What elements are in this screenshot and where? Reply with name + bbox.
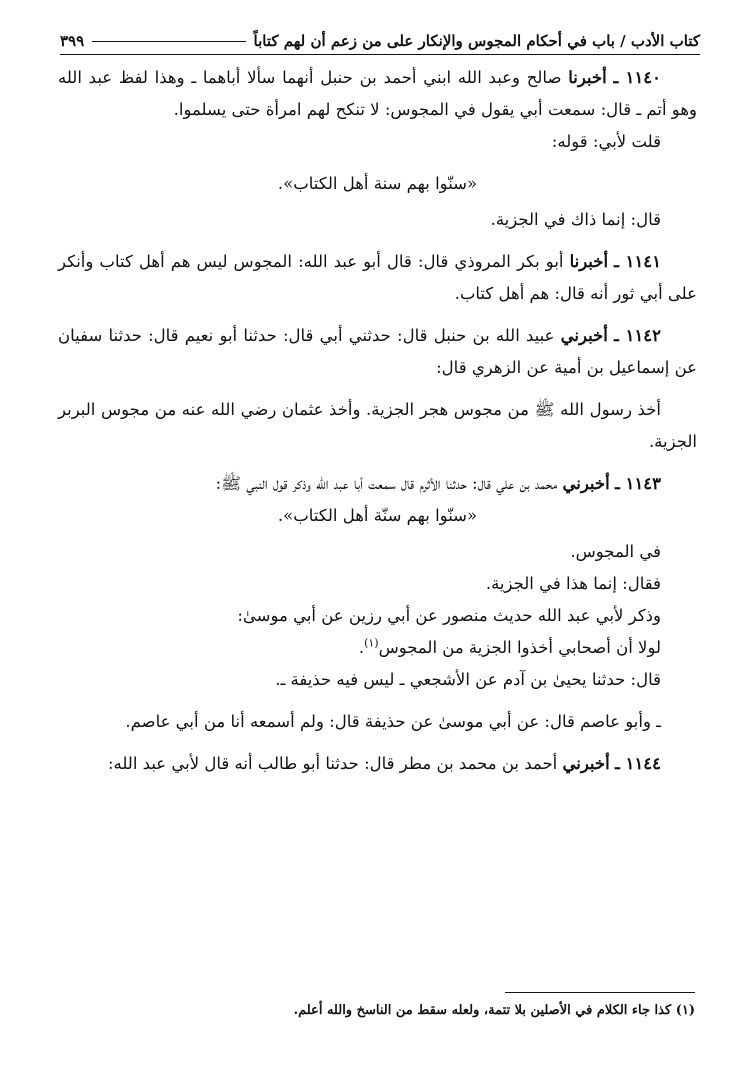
entry-keyword: أخبرني [560,326,608,345]
entry-keyword: أخبرني [562,754,610,773]
header-rule [92,41,245,42]
entry-1140-quote: «سنّوا بهم سنة أهل الكتاب». [277,174,478,193]
entry-number: ١١٤١ ـ [614,252,661,271]
entry-text: أبو بكر المروذي قال: قال أبو عبد الله: المجوس ليس هم أهل كتاب وأنكر على أبي ثور أنه قال: هم أهل كتاب. [58,252,697,303]
entry-text: عبيد الله بن حنبل قال: حدثني أبي قال: حدثنا أبو نعيم قال: حدثنا سفيان عن إسماعيل بن أمية عن الزهري قال: [58,326,697,377]
entry-text-end: . [358,638,365,657]
entry-number: ١١٤٤ ـ [614,754,661,773]
page-header [60,28,700,54]
entry-text: محمد بن علي قال: حدثنا الأثرم قال سمعت أبا عبد الله وذكر قول النبي ﷺ: [215,474,558,493]
entry-1144 [58,748,697,780]
page-body [58,62,697,790]
entry-1143-quote: «سنّوا بهم سنّة أهل الكتاب». [277,506,478,525]
footnote-marker: (١) [364,636,379,650]
entry-1143-line: ـ وأبو عاصم قال: عن أبي موسىٰ عن حذيفة قال: ولم أسمعه أنا من أبي عاصم. [125,712,661,731]
entry-1143-line: قال: حدثنا يحيىٰ بن آدم عن الأشجعي ـ ليس فيه حذيفة ـ. [275,670,661,689]
entry-keyword: أخبرنا [569,252,609,271]
entry-1143-line: وذكر لأبي عبد الله حديث منصور عن أبي رزين عن أبي موسىٰ: [237,606,661,625]
page-number: ٣٩٩ [60,32,85,50]
entry-keyword: أخبرنا [568,68,607,87]
entry-1142-narration: أخذ رسول الله ﷺ من مجوس هجر الجزية. وأخذ عثمان رضي الله عنه من مجوس البربر الجزية. [58,400,697,451]
entry-1143 [58,468,697,500]
entry-1143-line: في المجوس. [570,542,661,561]
entry-1143-line [58,632,697,664]
footnote: (١) كذا جاء الكلام في الأصلين بلا تتمة، ولعله سقط من الناسخ والله أعلم. [293,1003,695,1018]
entry-1141 [58,246,697,310]
footnote-rule [505,992,695,993]
entry-1140-question: قلت لأبي: قوله: [551,132,661,151]
entry-text: لولا أن أصحابي أخذوا الجزية من المجوس [378,638,661,657]
entry-1140 [58,62,697,126]
entry-1143-line: فقال: إنما هذا في الجزية. [485,574,661,593]
entry-number: ١١٤٣ ـ [614,474,661,493]
entry-number: ١١٤٢ ـ [614,326,661,345]
entry-keyword: أخبرني [562,474,610,493]
entry-text: أحمد بن محمد بن مطر قال: حدثنا أبو طالب أنه قال لأبي عبد الله: [107,754,558,773]
entry-1140-answer: قال: إنما ذاك في الجزية. [490,210,661,229]
entry-text: صالح وعبد الله ابني أحمد بن حنبل أنهما سألا أباهما ـ وهذا لفظ عبد الله وهو أتم ـ قال: سمعت أبي يقول في المجوس: لا تنكح لهم امرأة حتى يسلموا. [58,68,697,119]
entry-1142 [58,320,697,384]
header-underline [60,54,700,55]
entry-number: ١١٤٠ ـ [613,68,661,87]
running-title: كتاب الأدب / باب في أحكام المجوس والإنكار على من زعم أن لهم كتاباً [253,32,700,50]
